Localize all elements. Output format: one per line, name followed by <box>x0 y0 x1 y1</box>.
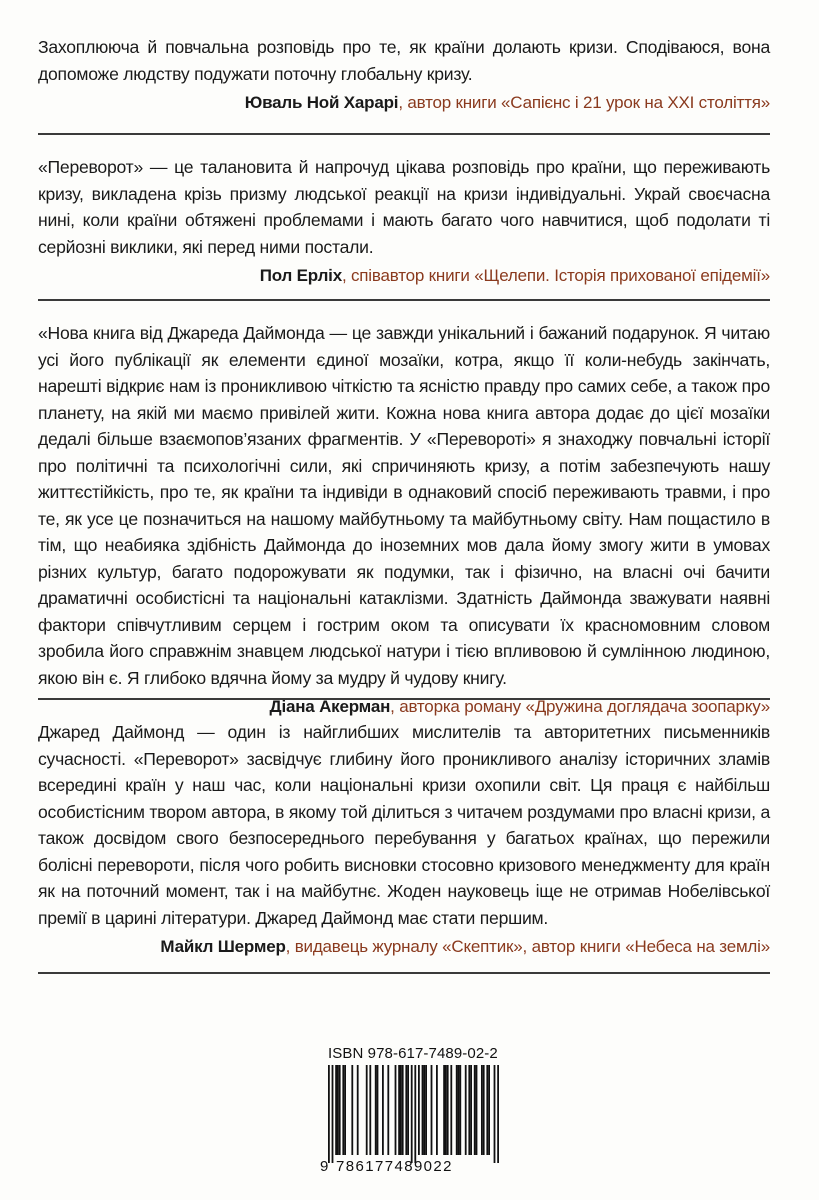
barcode-bar <box>402 1065 404 1155</box>
barcode-bar <box>456 1065 458 1155</box>
barcode-bar <box>423 1065 425 1155</box>
barcode-bar <box>450 1065 452 1155</box>
barcode-bar <box>400 1065 402 1155</box>
barcode-bar <box>351 1065 353 1155</box>
barcode-bar <box>398 1065 400 1155</box>
review-2-role: , співавтор книги «Щелепи. Історія прихованої епідемії» <box>341 266 770 285</box>
barcode-bar <box>335 1065 337 1155</box>
barcode-bar <box>488 1065 490 1155</box>
barcode-bar <box>422 1065 424 1155</box>
barcode-bar <box>425 1065 427 1155</box>
barcode-bar <box>332 1065 334 1163</box>
barcode-bar <box>436 1065 438 1155</box>
barcode-bar <box>497 1065 499 1163</box>
barcode-bar <box>418 1065 420 1155</box>
barcode-bar <box>405 1065 407 1155</box>
review-3-author: Діана Акерман <box>269 697 391 716</box>
review-2 <box>38 154 770 289</box>
barcode-bar <box>483 1065 485 1155</box>
review-3 <box>38 320 770 720</box>
barcode-bar <box>342 1065 344 1155</box>
barcode-bar <box>459 1065 461 1155</box>
isbn-barcode <box>320 1045 500 1180</box>
barcode-bar <box>344 1065 346 1155</box>
barcode-digit-string: 786177489022 <box>336 1158 453 1175</box>
divider <box>38 972 770 974</box>
barcode-bar <box>328 1065 330 1163</box>
barcode-bar <box>465 1065 467 1155</box>
barcode-bar <box>474 1065 476 1155</box>
barcode-bar <box>431 1065 433 1155</box>
review-4 <box>38 719 770 960</box>
review-2-author: Пол Ерліх <box>259 266 342 285</box>
review-1 <box>38 34 770 116</box>
barcode-bar <box>443 1065 445 1155</box>
barcode-bar <box>377 1065 379 1155</box>
barcode-bar <box>486 1065 488 1155</box>
review-1-attribution <box>38 90 770 116</box>
barcode-bar <box>476 1065 478 1155</box>
barcode-bar <box>382 1065 384 1155</box>
review-1-text: Захоплююча й повчальна розповідь про те, як країни долають кризи. Сподіваюся, вона допоможе людству подужати поточну глобальну кризу. <box>38 37 770 84</box>
isbn-label: ISBN 978-617-7489-02-2 <box>328 1045 498 1062</box>
review-2-attribution <box>38 263 770 289</box>
barcode-bar <box>387 1065 389 1155</box>
barcode-bar <box>411 1065 413 1163</box>
review-3-text: «Нова книга від Джареда Даймонда — це завжди унікальний і бажаний подарунок. Я читаю усі його публікації як елементи єдиної мозаїки, котра, якщо її коли-небудь закінчать, нарешті відкриє нам із проникливою чіткістю та ясністю правду про самих себе, а також про планету, на якій ми маємо привілей жити. Кожна нова книга автора додає до цієї мозаїки дедалі більше взаємопов’язаних фрагментів. У «Перевороті» я знаходжу повчальні історії про політичні та психологічні сили, які спричиняють кризу, а потім забезпечують нашу життєстійкість, про те, як країни та індивіди в однаковий спосіб переживають травми, і про те, як усе це позначиться на нашому майбутньому та майбутньому світу. Нам пощастило в тім, що неабияка здібність Даймонда до іноземних мов дала йому змогу жити в умовах різних культур, багато подорожувати як подумки, так і фізично, на власні очі бачити драматичні особистісні та національні катаклізми. Здатність Даймонда зважувати наявні фактори співчутливим серцем і гострим оком та описувати їх красномовним словом зробила його справжнім знавцем людської натури і тією впливовою й сумлінною людиною, якою він є. Я глибоко вдячна йому за мудру й чудову книгу. <box>38 323 770 688</box>
barcode-bar <box>407 1065 409 1155</box>
barcode-bar <box>395 1065 397 1155</box>
review-3-role: , авторка роману «Дружина доглядача зоопарку» <box>390 697 770 716</box>
barcode-bar <box>447 1065 449 1155</box>
divider <box>38 698 770 700</box>
barcode-bar <box>470 1065 472 1155</box>
review-4-role: , видавець журналу «Скептик», автор книги «Небеса на землі» <box>285 937 770 956</box>
barcode-bar <box>414 1065 416 1163</box>
barcode-bar <box>481 1065 483 1155</box>
barcode-lead-digit: 9 <box>320 1158 329 1175</box>
review-1-author: Юваль Ной Харарі <box>244 93 399 112</box>
divider <box>38 133 770 135</box>
barcode-bar <box>337 1065 339 1155</box>
barcode-bar <box>369 1065 371 1155</box>
review-2-text: «Переворот» — це талановита й напрочуд цікава розповідь про країни, що переживають кризу, викладена крізь призму людської реакції на кризи індивідуальні. Украй своєчасна нині, коли країни обтяжені проблемами і мають багато чого навчитися, щоб подолати ті серйозні виклики, які перед ними постали. <box>38 157 770 257</box>
barcode-bar <box>458 1065 460 1155</box>
review-4-text: Джаред Даймонд — один із найглибших мислителів та авторитетних письменників сучасності. «Переворот» засвідчує глибину його проникливого аналізу історичних зламів всередині країн у наш час, коли національні кризи охопили світ. Ця праця є найбільш особистісним твором автора, в якому той ділиться з читачем роздумами про власні кризи, а також досвідом свого безпосереднього перебування у багатьох країнах, що пережили болісні перевороти, після чого робить висновки стосовно кризового менеджменту для країн як на поточний момент, так і на майбутнє. Жоден науковець іще не отримав Нобелівської премії в царині літератури. Джаред Даймонд має стати першим. <box>38 722 770 928</box>
barcode-bars <box>320 1065 500 1163</box>
review-4-author: Майкл Шермер <box>160 937 286 956</box>
barcode-bar <box>375 1065 377 1155</box>
review-4-attribution <box>38 934 770 960</box>
barcode-bar <box>468 1065 470 1155</box>
barcode-bar <box>494 1065 496 1163</box>
barcode-bar <box>366 1065 368 1155</box>
review-1-role: , автор книги «Сапієнс і 21 урок на XXI століття» <box>398 93 770 112</box>
barcode-bar <box>339 1065 341 1155</box>
divider <box>38 299 770 301</box>
barcode-bar <box>445 1065 447 1155</box>
barcode-bar <box>357 1065 359 1155</box>
